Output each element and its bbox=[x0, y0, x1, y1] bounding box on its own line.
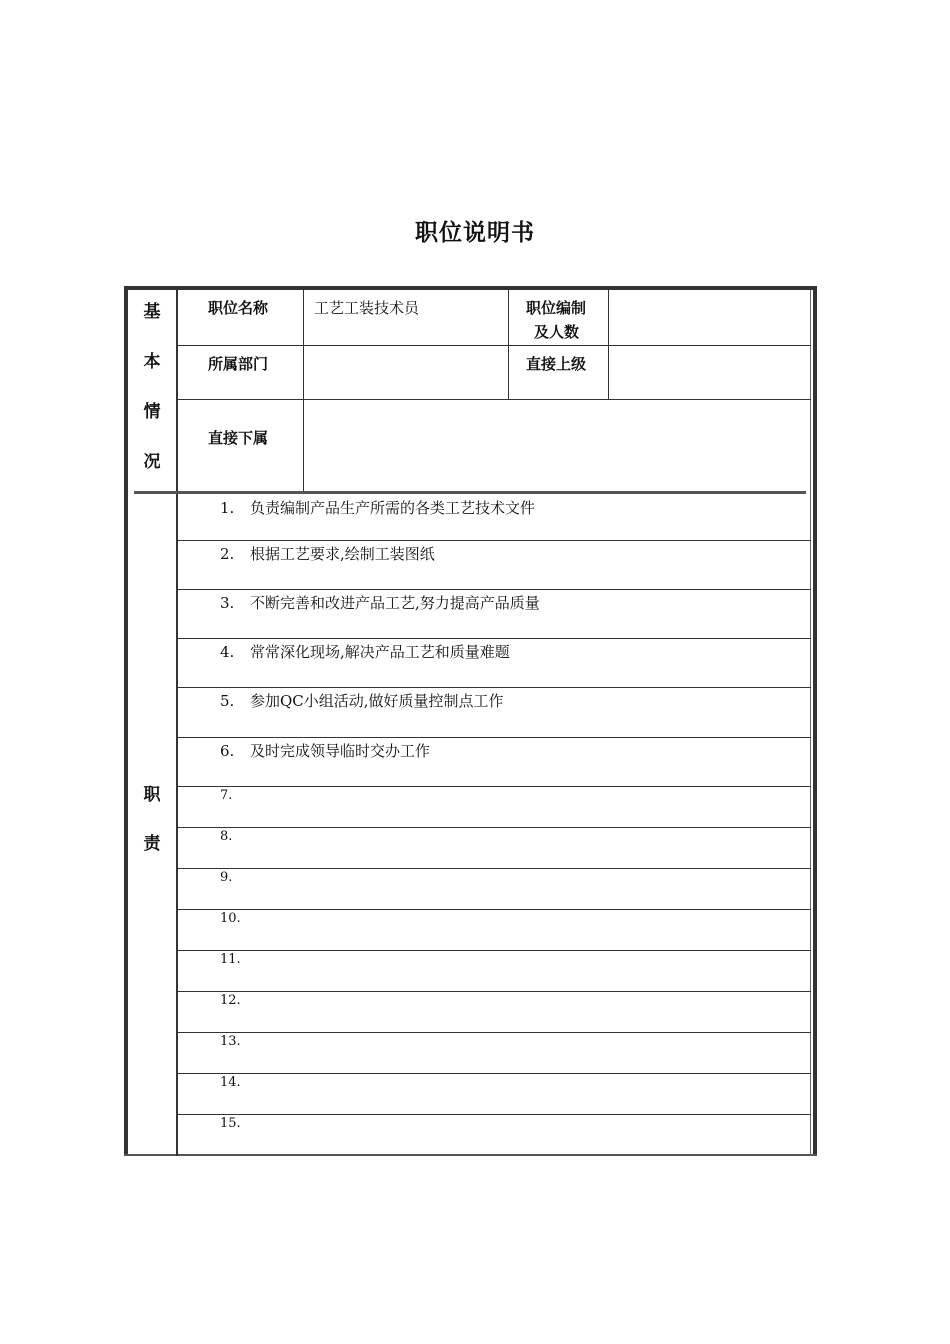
duty-item bbox=[220, 1034, 250, 1049]
duty-item-number: 11. bbox=[220, 952, 241, 967]
duty-item-number: 3. bbox=[220, 594, 235, 612]
duty-item bbox=[220, 829, 250, 844]
basic-info-label-4: 况 bbox=[143, 452, 161, 472]
position-name-value: 工艺工装技术员 bbox=[314, 299, 420, 317]
row-divider-2 bbox=[177, 399, 811, 400]
duty-item-number: 9. bbox=[220, 870, 233, 885]
duty-item-number: 15. bbox=[220, 1116, 241, 1131]
duty-item bbox=[220, 740, 430, 761]
duty-row-divider bbox=[177, 1073, 811, 1074]
duty-row-divider bbox=[177, 1114, 811, 1115]
duty-row-divider bbox=[177, 1032, 811, 1033]
duty-item bbox=[220, 993, 250, 1008]
name-value-divider bbox=[303, 290, 304, 492]
duty-item-number: 12. bbox=[220, 993, 241, 1008]
duties-label-1: 职 bbox=[143, 785, 161, 805]
basic-info-label-2: 本 bbox=[143, 352, 161, 372]
duty-item bbox=[220, 870, 250, 885]
duty-item-number: 10. bbox=[220, 911, 241, 926]
duty-item-number: 6. bbox=[220, 742, 235, 760]
duty-item bbox=[220, 497, 535, 518]
basic-info-label-1: 基 bbox=[143, 302, 161, 322]
duty-item bbox=[220, 641, 510, 662]
duty-row-divider bbox=[177, 950, 811, 951]
duty-item-text: 常常深化现场,解决产品工艺和质量难题 bbox=[250, 643, 510, 661]
table-bottom-border bbox=[124, 1154, 817, 1156]
duty-row-divider bbox=[177, 991, 811, 992]
headcount-label-line1: 职位编制 bbox=[526, 299, 587, 317]
job-description-table bbox=[124, 286, 817, 1156]
headcount-label-line2: 及人数 bbox=[534, 323, 580, 341]
subordinate-label: 直接下属 bbox=[208, 429, 269, 447]
duty-item-text: 不断完善和改进产品工艺,努力提高产品质量 bbox=[250, 594, 540, 612]
duty-item bbox=[220, 952, 250, 967]
inner-right-border bbox=[810, 290, 811, 1156]
duties-label-2: 责 bbox=[143, 834, 161, 854]
duty-item-number: 13. bbox=[220, 1034, 241, 1049]
duty-item-number: 8. bbox=[220, 829, 233, 844]
superior-label: 直接上级 bbox=[526, 355, 587, 373]
duty-row-divider bbox=[177, 827, 811, 828]
side-column-divider bbox=[176, 290, 178, 1156]
basic-info-label-3: 情 bbox=[143, 402, 161, 422]
duty-row-divider bbox=[177, 737, 811, 738]
duty-item-number: 5. bbox=[220, 692, 235, 710]
duty-row-divider bbox=[177, 589, 811, 590]
duty-row-divider bbox=[177, 687, 811, 688]
duty-row-divider bbox=[177, 786, 811, 787]
duty-item-number: 2. bbox=[220, 545, 235, 563]
duty-row-divider bbox=[177, 638, 811, 639]
duty-item bbox=[220, 1116, 250, 1131]
duty-item bbox=[220, 592, 540, 613]
section-divider bbox=[134, 491, 806, 494]
row-divider-1 bbox=[177, 345, 811, 346]
duty-item-text: 负责编制产品生产所需的各类工艺技术文件 bbox=[250, 499, 536, 517]
duty-item-number: 1. bbox=[220, 499, 235, 517]
duty-item bbox=[220, 911, 250, 926]
position-name-label: 职位名称 bbox=[208, 299, 269, 317]
duty-row-divider bbox=[177, 540, 811, 541]
duty-row-divider bbox=[177, 868, 811, 869]
duty-row-divider bbox=[177, 909, 811, 910]
duty-item bbox=[220, 543, 435, 564]
duty-item-text: 根据工艺要求,绘制工装图纸 bbox=[250, 545, 435, 563]
duty-item-number: 4. bbox=[220, 643, 235, 661]
duty-item-number: 14. bbox=[220, 1075, 241, 1090]
page-title: 职位说明书 bbox=[415, 220, 535, 246]
duty-item bbox=[220, 1075, 250, 1090]
duty-item-number: 7. bbox=[220, 788, 233, 803]
department-label: 所属部门 bbox=[208, 355, 269, 373]
duty-item-text: 参加QC小组活动,做好质量控制点工作 bbox=[250, 692, 504, 710]
duty-item-text: 及时完成领导临时交办工作 bbox=[250, 742, 431, 760]
duty-item bbox=[220, 788, 250, 803]
duty-item bbox=[220, 690, 504, 711]
